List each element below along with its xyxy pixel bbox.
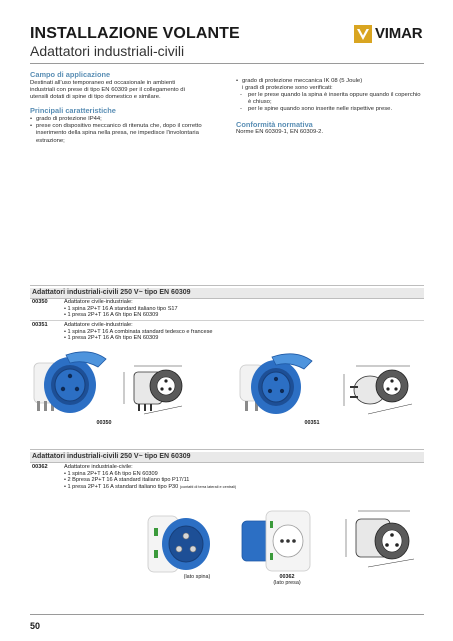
adapter-00362-socket-side-photo (236, 503, 316, 579)
list-item: • prese con dispositivo meccanico di ritenuta che, dopo il corretto inserimento della spina nella presa, ne impedisce l'involontaria estrazione; (36, 123, 220, 144)
desc-line: • 2 Bpresa 2P+T 16 A standard italiano tipo P17/11 (64, 477, 236, 484)
list-item: • grado di protezione meccanica IK 08 (5 Joule) (242, 78, 424, 85)
footer-divider (30, 614, 424, 615)
right-dash-list (236, 92, 424, 113)
adapter-00362-plug-side-photo (140, 508, 216, 580)
list-item: - per le prese quando la spina è inserita oppure quando il coperchio è chiuso; (248, 92, 424, 106)
principali-heading: Principali caratteristiche (30, 106, 116, 116)
desc-line: Adattatore civile-industriale: (64, 299, 133, 305)
product-code: 00350 (32, 299, 48, 305)
campo-line: utensili dotati di spine di tipo domestico e similare. (30, 94, 161, 101)
adapter-00350-photo (30, 345, 110, 425)
figure-caption: 00350 (96, 420, 112, 426)
campo-line: industriali con prese di tipo EN 60309 per il collegamento di (30, 87, 185, 94)
right-bullet-list (236, 78, 424, 85)
product-code: 00351 (32, 322, 48, 328)
product-code: 00362 (32, 464, 48, 470)
desc-line: • 1 presa 2P+T 16 A 6h tipo EN 60309 (64, 312, 178, 319)
table1-heading: Adattatori industriali-civili 250 V~ tipo EN 60309 (30, 288, 424, 298)
desc-line: • 1 spina 2P+T 16 A standard italiano tipo S17 (64, 306, 178, 313)
product-description (64, 299, 178, 319)
page-title: INSTALLAZIONE VOLANTE (30, 25, 240, 42)
principali-list (30, 116, 220, 144)
campo-line: Destinati all'uso temporaneo ed occasionale in ambienti (30, 80, 176, 86)
product-description (64, 322, 212, 342)
figure-caption: (lato spina) (183, 574, 211, 580)
desc-line: Adattatore industriale-civile: (64, 464, 133, 470)
table2-heading: Adattatori industriali-civili 250 V~ tipo EN 60309 (30, 452, 424, 462)
conformita-text: Norme EN 60309-1, EN 60309-2. (236, 129, 324, 136)
page-number: 50 (30, 621, 41, 631)
adapter-00362-drawing (338, 505, 422, 575)
adapter-00351-photo (236, 347, 316, 423)
section-divider (30, 449, 424, 450)
figure-caption: 00362 (279, 574, 295, 580)
campo-heading: Campo di applicazione (30, 70, 111, 79)
product-description (64, 464, 236, 490)
desc-line: • 1 spina 2P+T 16 A combinata standard tedesco e francese (64, 329, 212, 336)
conformita-heading: Conformità normativa (236, 120, 313, 130)
row-divider (30, 320, 424, 321)
desc-line (64, 484, 236, 491)
intro-right-column (236, 78, 424, 137)
list-item: • grado di protezione IP44; (36, 116, 220, 123)
desc-line: • 1 spina 2P+T 16 A 6h tipo EN 60309 (64, 471, 236, 478)
desc-line-text: 1 presa 2P+T 16 A standard italiano tipo P30 (67, 483, 179, 490)
right-sub-intro: i gradi di protezione sono verificati: (242, 85, 333, 92)
table2-head-divider (30, 462, 424, 463)
list-item: - per le spine quando sono inserite nelle rispettive prese. (248, 106, 424, 113)
section-divider (30, 285, 424, 286)
campo-text (30, 80, 220, 101)
vimar-logo (354, 25, 426, 43)
figure-caption: 00351 (304, 420, 320, 426)
logo-text: VIMAR (375, 25, 423, 42)
page-subtitle: Adattatori industriali-civili (30, 43, 185, 59)
intro-left-column (30, 70, 220, 145)
adapter-00350-drawing (120, 362, 192, 418)
desc-note: (contatti di terra laterali e centrali) (179, 484, 237, 489)
desc-line: • 1 presa 2P+T 16 A 6h tipo EN 60309 (64, 335, 212, 342)
vimar-logo-icon (354, 25, 372, 43)
desc-line: Adattatore civile-industriale: (64, 322, 133, 328)
figure-caption: (lato presa) (273, 580, 301, 586)
adapter-00351-drawing (340, 362, 420, 420)
header-divider (30, 63, 424, 64)
